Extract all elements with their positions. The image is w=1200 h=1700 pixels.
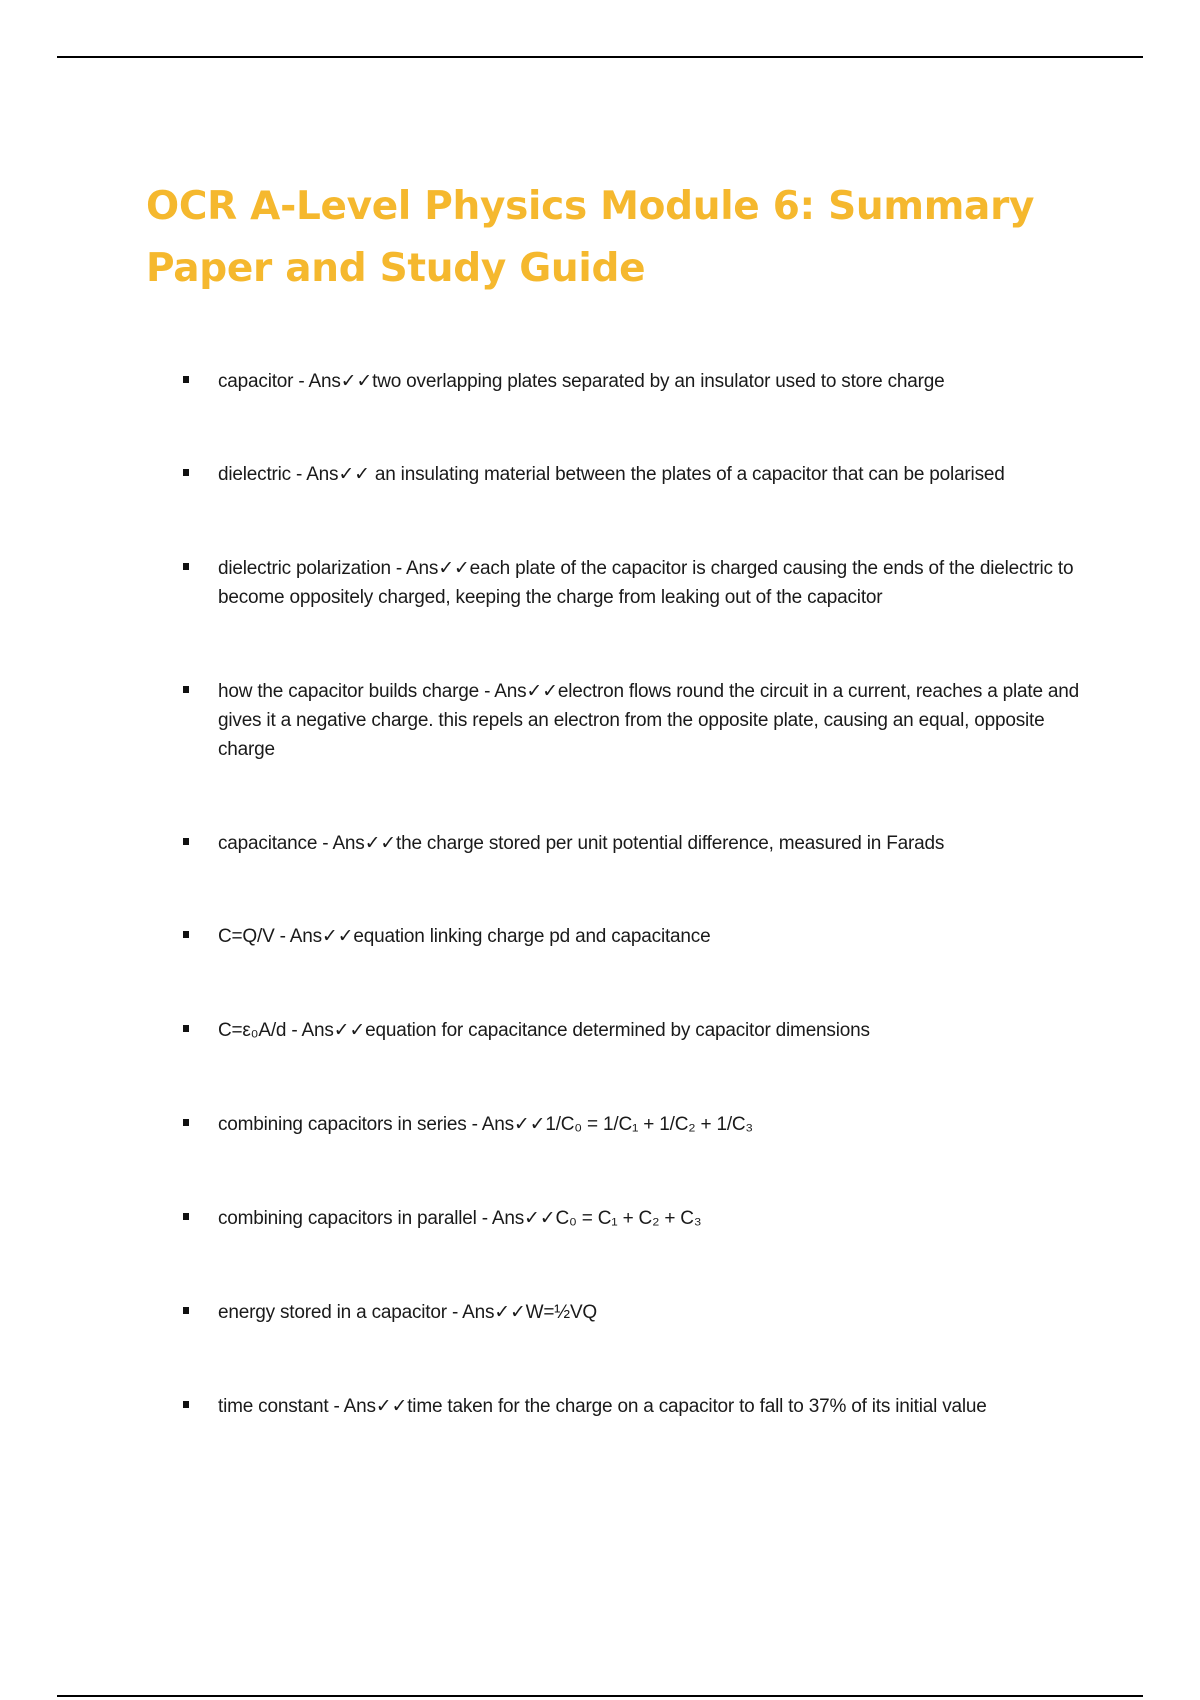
bullet-icon xyxy=(183,1213,189,1220)
bullet-icon xyxy=(183,931,189,938)
bullet-icon xyxy=(183,376,189,383)
bullet-icon xyxy=(183,1025,189,1032)
bullet-icon xyxy=(183,1307,189,1314)
bullet-icon xyxy=(183,838,189,845)
glossary-item-text: capacitance - Ans✓✓the charge stored per unit potential difference, measured in Farads xyxy=(218,833,945,854)
bullet-icon xyxy=(183,1119,189,1126)
glossary-item-text: dielectric - Ans✓✓ an insulating material between the plates of a capacitor that can be polarised xyxy=(218,464,1005,485)
glossary-item-text: how the capacitor builds charge - Ans✓✓electron flows round the circuit in a current, reaches a plate and gives it a negative charge. this repels an electron from the opposite plate, causing an equal, opposite charge xyxy=(218,681,1080,760)
glossary-item-text: time constant - Ans✓✓time taken for the charge on a capacitor to fall to 37% of its initial value xyxy=(218,1396,987,1417)
bottom-rule xyxy=(57,1695,1143,1697)
bullet-icon xyxy=(183,686,189,693)
bullet-icon xyxy=(183,1401,189,1408)
bullet-icon xyxy=(183,469,189,476)
document-title: OCR A-Level Physics Module 6: Summary Paper and Study Guide xyxy=(146,184,1035,291)
glossary-item-text: C=Q/V - Ans✓✓equation linking charge pd and capacitance xyxy=(218,926,711,947)
glossary-item-text: dielectric polarization - Ans✓✓each plate of the capacitor is charged causing the ends of the dielectric to become oppositely charged, keeping the charge from leaking out of the capacitor xyxy=(218,558,1074,608)
glossary-item-text: C=ε₀A/d - Ans✓✓equation for capacitance determined by capacitor dimensions xyxy=(218,1020,870,1041)
glossary-item-text: energy stored in a capacitor - Ans✓✓W=½VQ xyxy=(218,1302,598,1323)
top-rule xyxy=(57,56,1143,58)
glossary-item-text: combining capacitors in parallel - Ans✓✓C₀ = C₁ + C₂ + C₃ xyxy=(218,1208,702,1229)
glossary-item-text: combining capacitors in series - Ans✓✓1/C₀ = 1/C₁ + 1/C₂ + 1/C₃ xyxy=(218,1114,753,1135)
bullet-icon xyxy=(183,563,189,570)
glossary-item-text: capacitor - Ans✓✓two overlapping plates separated by an insulator used to store charge xyxy=(218,371,945,392)
